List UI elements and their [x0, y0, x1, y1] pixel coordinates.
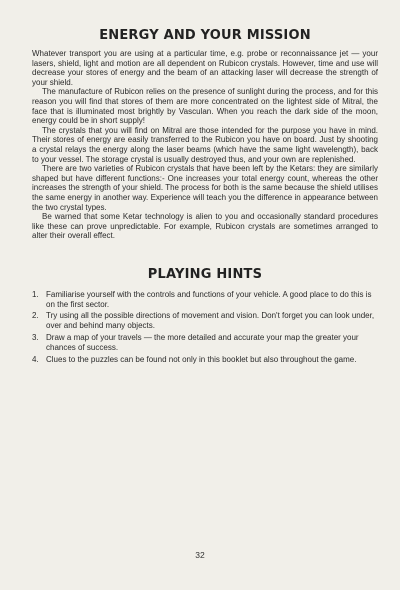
- list-item-number: 2.: [32, 311, 39, 321]
- list-item-text: Draw a map of your travels — the more detailed and accurate your map the greater your chances of success.: [46, 333, 359, 352]
- paragraph: The crystals that you will find on Mitral are those intended for the purpose you have in mind. Their stores of energy are easily transferred to the Rubicon you have on board. Just by shooting a crystal relays the energy along the laser beams (which have the same light wavelength), back to your vessel. The storage crystal is usually destroyed thus, and your own are replenished.: [32, 125, 378, 164]
- list-item-text: Clues to the puzzles can be found not only in this booklet but also throughout the game.: [46, 354, 357, 364]
- section-title-energy: ENERGY AND YOUR MISSION: [99, 28, 311, 43]
- paragraph: Be warned that some Ketar technology is alien to you and occasionally standard procedures like these can prove unpredictable. For example, Rubicon crystals are sometimes arranged to alter their overall effect.: [32, 212, 378, 241]
- paragraph: The manufacture of Rubicon relies on the presence of sunlight during the process, and for this reason you will find that stores of them are more concentrated on the lightest side of Mitral, the face that is illuminated most brightly by Vasculan. When you reach the dark side of the moon, energy could be in short supply!: [32, 87, 378, 126]
- paragraph: Whatever transport you are using at a particular time, e.g. probe or reconnaissance jet — your lasers, shield, light and motion are all dependent on Rubicon crystals. However, time and use will decrease your stores of energy and the beam of an attacking laser will decrease the strength of your shield.: [32, 49, 378, 87]
- list-item-text: Familiarise yourself with the controls and functions of your vehicle. A good place to do this is on the first sector.: [46, 289, 372, 309]
- section-title-hints: PLAYING HINTS: [147, 266, 263, 282]
- list-item: [32, 311, 378, 331]
- page-number: 32: [195, 550, 205, 560]
- list-item-text: Try using all the possible directions of movement and vision. Don't forget you can look under, over and behind many objects.: [46, 311, 375, 331]
- list-item-number: 4.: [32, 354, 39, 364]
- paragraph: There are two varieties of Rubicon crystals that have been left by the Ketars: they are similarly shaped but have different functions:- One increases your total energy count, whereas the other increases the strength of your shield. The process for both is the same because the shield utilises the same energy in another way. Experience will teach you the difference in appearance between the two crystal types.: [32, 164, 378, 212]
- list-item: [32, 290, 378, 310]
- list-item: [32, 333, 378, 353]
- list-item-number: 1.: [32, 289, 39, 299]
- list-item: [32, 355, 378, 365]
- list-item-number: 3.: [32, 333, 39, 343]
- hints-list: [32, 290, 378, 365]
